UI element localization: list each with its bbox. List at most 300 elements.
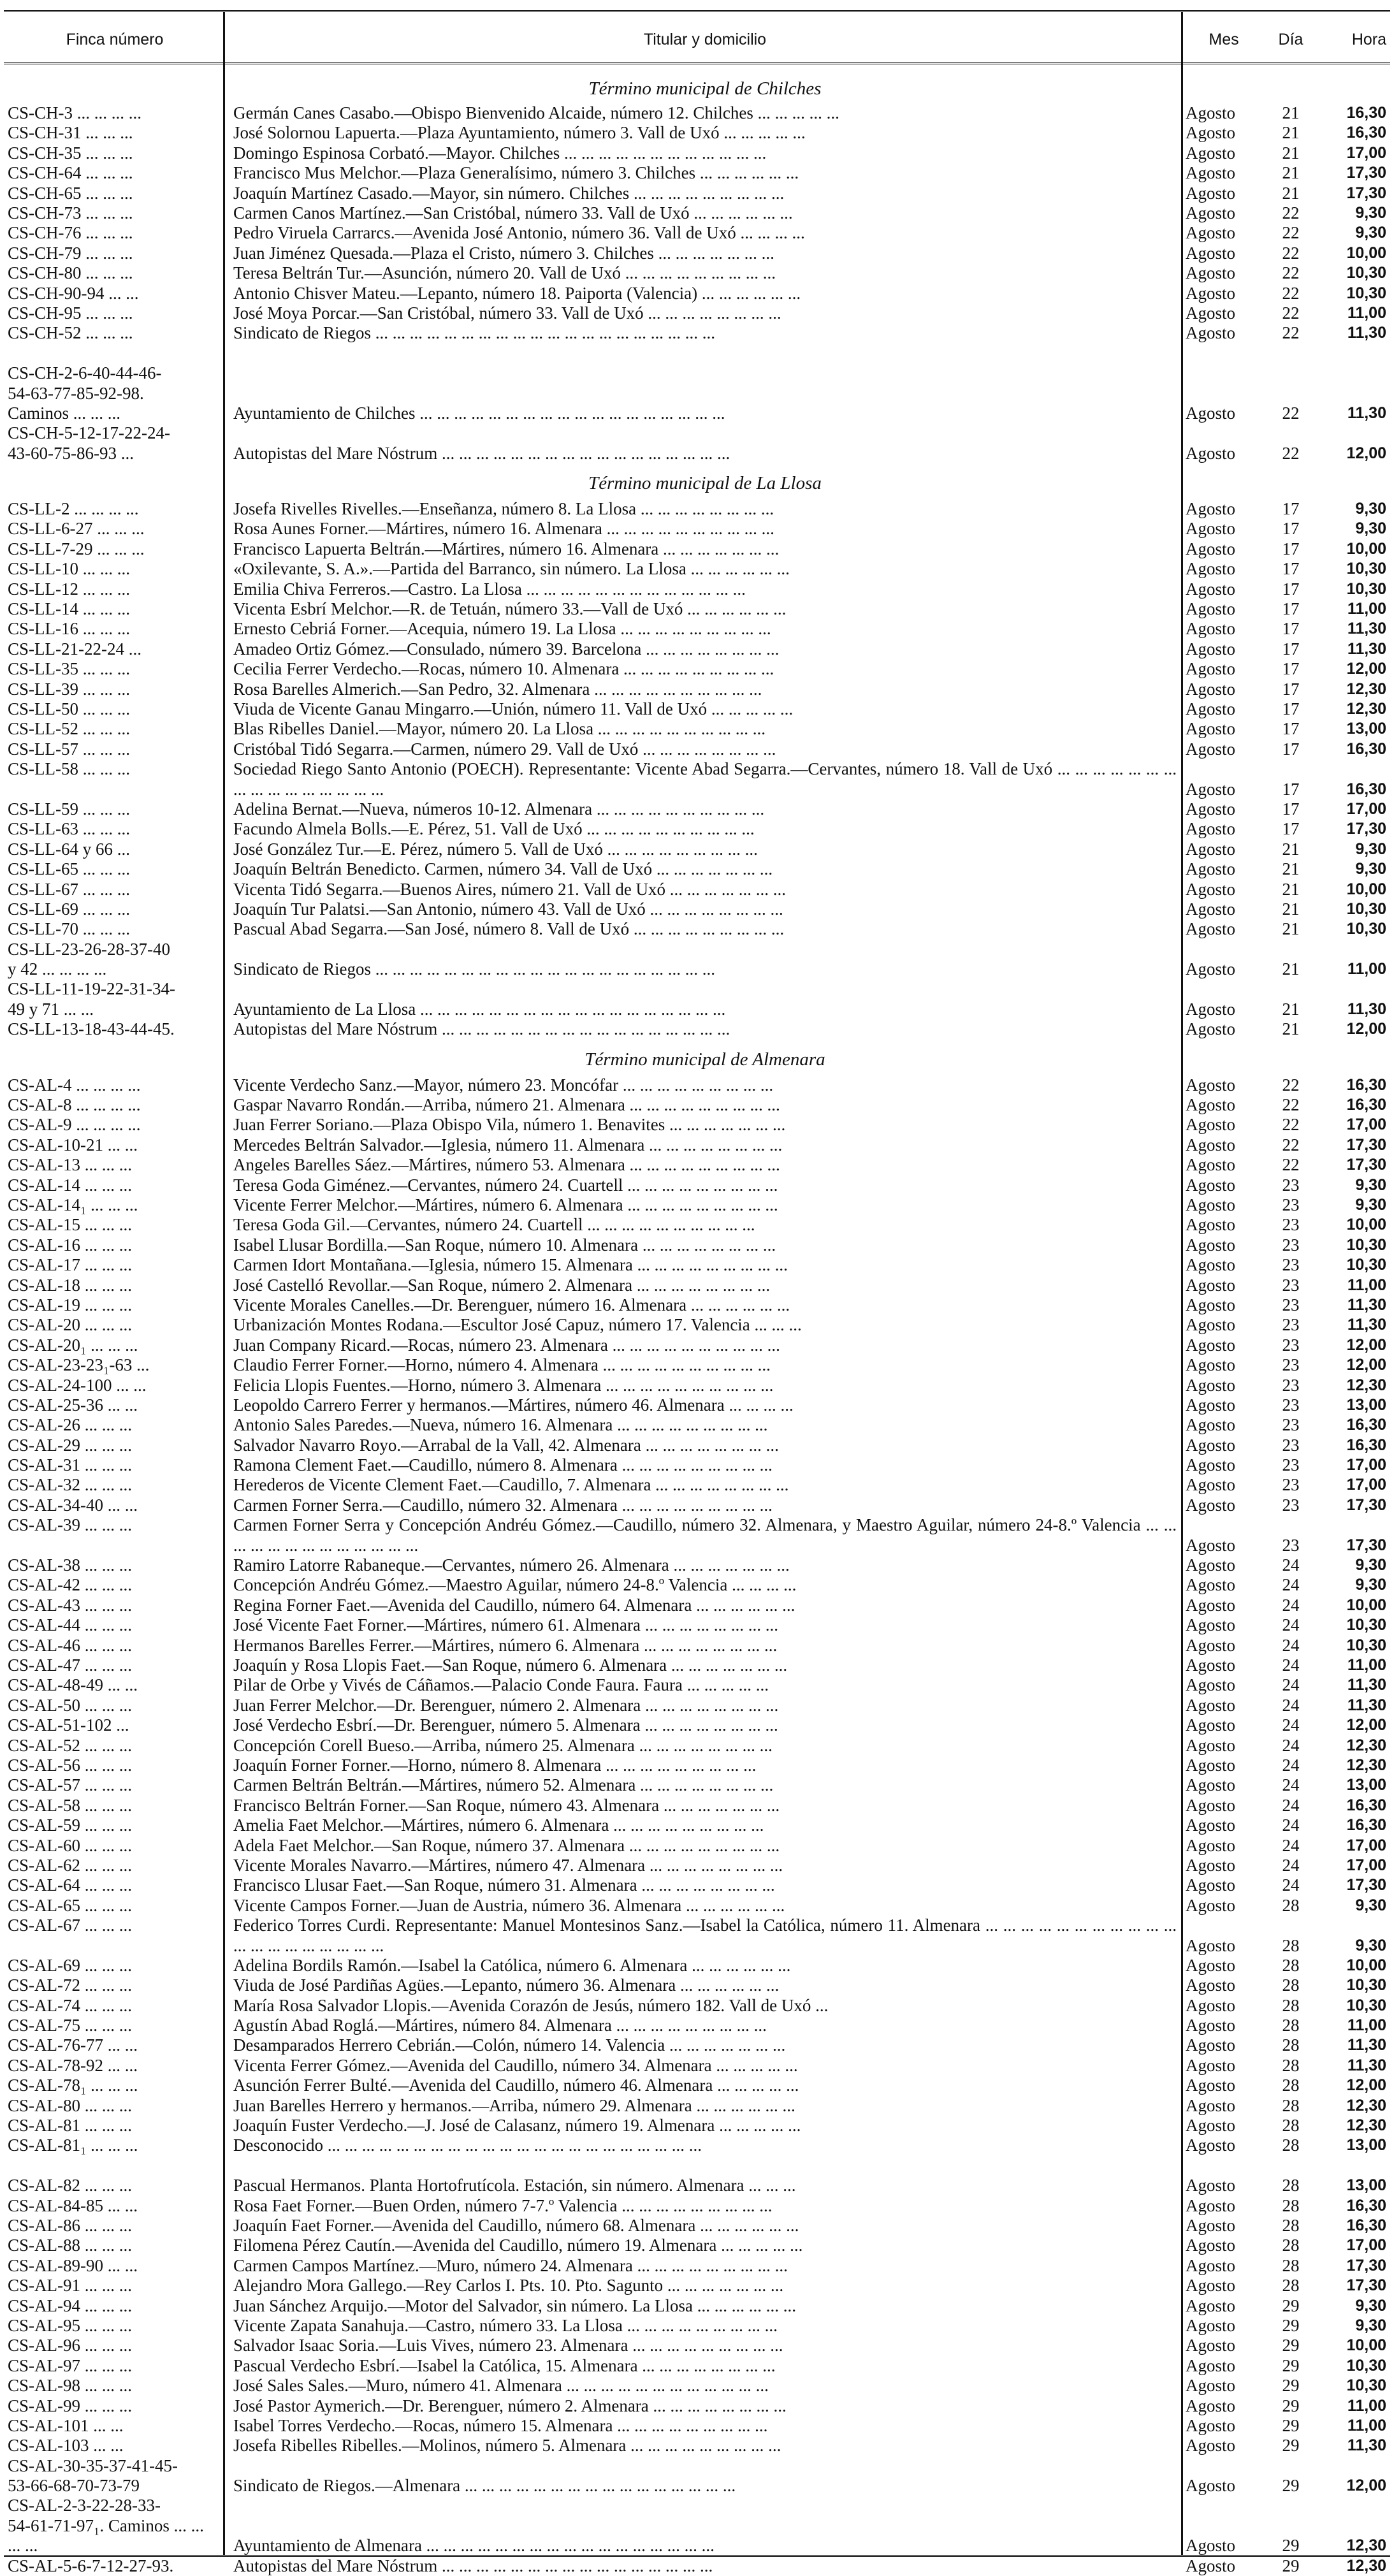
table-row (0, 1075, 1394, 1095)
table-row (0, 2216, 1394, 2236)
table-row (0, 739, 1394, 759)
titular-cell: Carmen Campos Martínez.—Muro, número 24. Almenara ... ... ... ... ... ... ... ... ... (233, 2255, 788, 2275)
mes-cell: Agosto (1186, 1435, 1236, 1455)
finca-cell: CS-AL-99 ... ... ... (8, 2396, 132, 2415)
mes-cell: Agosto (1186, 1835, 1236, 1855)
titular-cell: Autopistas del Mare Nóstrum ... ... ... ... ... ... ... ... ... ... ... ... ... ... ... ... ... (233, 1019, 730, 1039)
titular-cell: José Castelló Revollar.—San Roque, número 2. Almenara ... ... ... ... ... ... ... ... (233, 1275, 771, 1295)
hora-cell: 16,30 (1346, 2196, 1386, 2215)
mes-cell: Agosto (1186, 403, 1236, 423)
mes-cell: Agosto (1186, 559, 1236, 579)
mes-cell: Agosto (1186, 2476, 1236, 2496)
hora-cell: 11,30 (1347, 1676, 1386, 1694)
titular-cell: Viuda de José Pardiñas Agües.—Lepanto, número 36. Almenara ... ... ... ... ... ... (233, 1976, 780, 1995)
mes-cell: Agosto (1186, 819, 1236, 839)
finca-cell: CS-CH-76 ... ... ... (8, 223, 133, 243)
mes-cell: Agosto (1186, 2436, 1236, 2456)
mes-cell: Agosto (1186, 1795, 1236, 1815)
dia-cell: 22 (1282, 1095, 1300, 1115)
finca-cell: CS-LL-12 ... ... ... (8, 579, 130, 599)
finca-cell: CS-AL-13 ... ... ... (8, 1155, 132, 1175)
table-row (0, 1956, 1394, 1976)
titular-cell: José Vicente Faet Forner.—Mártires, número 61. Almenara ... ... ... ... ... ... ... ... (233, 1615, 778, 1635)
table-row (0, 363, 1394, 423)
finca-cell: CS-AL-98 ... ... ... (8, 2376, 132, 2396)
finca-cell: CS-CH-90-94 ... ... (8, 283, 139, 303)
finca-cell: CS-AL-81 ... ... ... (8, 2116, 132, 2136)
titular-cell: Sindicato de Riegos ... ... ... ... ... ... ... ... ... ... ... ... ... ... ... ... ... ... ... ... (233, 959, 715, 979)
hora-cell: 13,00 (1346, 2136, 1386, 2155)
table-row (0, 1215, 1394, 1235)
hora-cell: 16,30 (1346, 1816, 1386, 1835)
table-row (0, 1836, 1394, 1856)
table-row (0, 1235, 1394, 1255)
mes-cell: Agosto (1186, 1635, 1236, 1655)
mes-cell: Agosto (1186, 1755, 1236, 1775)
hora-cell: 17,30 (1346, 164, 1386, 182)
finca-cell: CS-AL-38 ... ... ... (8, 1555, 132, 1575)
dia-cell: 23 (1282, 1475, 1300, 1495)
table-row (0, 323, 1394, 363)
titular-cell: Autopistas del Mare Nóstrum ... ... ... ... ... ... ... ... ... ... ... ... ... ... ... ... (233, 2556, 713, 2575)
finca-cell: CS-AL-51-102 ... (8, 1715, 129, 1735)
table-row (0, 2316, 1394, 2336)
dia-cell: 28 (1282, 2236, 1300, 2255)
hora-cell: 11,30 (1347, 1000, 1386, 1018)
mes-cell: Agosto (1186, 2276, 1236, 2296)
dia-cell: 24 (1282, 1675, 1300, 1695)
table-row (0, 1495, 1394, 1515)
finca-cell: CS-CH-35 ... ... ... (8, 143, 133, 163)
hora-cell: 9,30 (1355, 1196, 1386, 1214)
table-row (0, 2356, 1394, 2376)
dia-cell: 29 (1282, 2315, 1300, 2335)
titular-cell: Vicente Campos Forner.—Juan de Austria, número 36. Almenara ... ... ... ... ... ... (233, 1895, 785, 1915)
titular-cell: José Sales Sales.—Muro, número 41. Almenara ... ... ... ... ... ... ... ... ... ... ... ... (233, 2376, 769, 2396)
dia-cell: 28 (1282, 1955, 1300, 1975)
hora-cell: 10,00 (1346, 1216, 1386, 1234)
finca-cell: CS-AL-59 ... ... ... (8, 1816, 132, 1835)
titular-cell: Sindicato de Riegos ... ... ... ... ... ... ... ... ... ... ... ... ... ... ... ... ... ... ... ... (233, 323, 715, 343)
hora-cell: 11,00 (1347, 2396, 1386, 2415)
dia-cell: 22 (1282, 1075, 1300, 1095)
titular-cell: Ramona Clement Faet.—Caudillo, número 8. Almenara ... ... ... ... ... ... ... ... ... (233, 1455, 773, 1475)
table-row (0, 1376, 1394, 1395)
mes-cell: Agosto (1186, 323, 1236, 343)
table-row (0, 1856, 1394, 1875)
hora-cell: 17,30 (1346, 1876, 1386, 1895)
finca-cell: CS-CH-73 ... ... ... (8, 203, 133, 222)
mes-cell: Agosto (1186, 2215, 1236, 2235)
mes-cell: Agosto (1186, 303, 1236, 323)
table-row (0, 1615, 1394, 1635)
hora-cell: 12,30 (1346, 1736, 1386, 1754)
mes-cell: Agosto (1186, 1215, 1236, 1235)
dia-cell: 17 (1282, 519, 1300, 539)
titular-cell: Teresa Goda Giménez.—Cervantes, número 24. Cuartell ... ... ... ... ... ... ... ... ... (233, 1175, 778, 1195)
mes-cell: Agosto (1186, 1595, 1236, 1615)
dia-cell: 23 (1282, 1375, 1300, 1395)
hora-cell: 12,00 (1346, 1020, 1386, 1038)
dia-cell: 24 (1282, 1595, 1300, 1615)
dia-cell: 24 (1282, 1755, 1300, 1775)
dia-cell: 23 (1282, 1535, 1300, 1555)
table-row (0, 263, 1394, 283)
titular-cell: Juan Company Ricard.—Rocas, número 23. Almenara ... ... ... ... ... ... ... ... ... ... (233, 1335, 780, 1355)
finca-cell: CS-AL-58 ... ... ... (8, 1795, 132, 1815)
table-row (0, 579, 1394, 599)
mes-cell: Agosto (1186, 1615, 1236, 1635)
hora-cell: 12,30 (1346, 1756, 1386, 1774)
table-row (0, 2136, 1394, 2176)
mes-cell: Agosto (1186, 2415, 1236, 2435)
titular-cell: Urbanización Montes Rodana.—Escultor José Capuz, número 17. Valencia ... ... ... (233, 1315, 802, 1335)
mes-cell: Agosto (1186, 1895, 1236, 1915)
finca-cell: CS-AL-46 ... ... ... (8, 1635, 132, 1655)
mes-cell: Agosto (1186, 183, 1236, 203)
titular-cell: Hermanos Barelles Ferrer.—Mártires, número 6. Almenara ... ... ... ... ... ... ... ... (233, 1635, 778, 1655)
dia-cell: 28 (1282, 2076, 1300, 2095)
hora-cell: 10,30 (1346, 1256, 1386, 1274)
dia-cell: 17 (1282, 799, 1300, 819)
table-row (0, 2436, 1394, 2456)
mes-cell: Agosto (1186, 2336, 1236, 2355)
titular-cell: Rosa Faet Forner.—Buen Orden, número 7-7.º Valencia ... ... ... ... ... ... ... ... ... (233, 2195, 773, 2215)
table-row (0, 699, 1394, 719)
hora-cell: 17,00 (1346, 799, 1386, 818)
titular-cell: Isabel Torres Verdecho.—Rocas, número 15. Almenara ... ... ... ... ... ... ... ... ... (233, 2415, 768, 2435)
finca-cell: CS-CH-65 ... ... ... (8, 183, 133, 203)
hora-cell: 17,30 (1346, 820, 1386, 838)
mes-cell: Agosto (1186, 1315, 1236, 1335)
dia-cell: 29 (1282, 2396, 1300, 2415)
section-title: Término municipal de Chilches (588, 78, 822, 99)
titular-cell: Vicente Zapata Sanahuja.—Castro, número 33. La Llosa ... ... ... ... ... ... ... ... ... (233, 2315, 778, 2335)
dia-cell: 17 (1282, 499, 1300, 519)
titular-cell: Juan Sánchez Arquijo.—Motor del Salvador, sin número. La Llosa ... ... ... ... ... ... (233, 2296, 797, 2315)
hora-cell: 10,30 (1346, 284, 1386, 302)
dia-cell: 23 (1282, 1295, 1300, 1314)
hora-cell: 9,30 (1355, 1896, 1386, 1914)
table-row (0, 1816, 1394, 1835)
mes-cell: Agosto (1186, 2396, 1236, 2415)
mes-cell: Agosto (1186, 1775, 1236, 1795)
titular-cell: Joaquín Martínez Casado.—Mayor, sin número. Chilches ... ... ... ... ... ... ... ... ... (233, 183, 785, 203)
dia-cell: 17 (1282, 719, 1300, 739)
table-row (0, 163, 1394, 183)
table-row (0, 1916, 1394, 1956)
mes-cell: Agosto (1186, 1295, 1236, 1314)
hora-cell: 17,30 (1346, 1536, 1386, 1554)
mes-cell: Agosto (1186, 2055, 1236, 2075)
finca-cell: CS-LL-39 ... ... ... (8, 679, 130, 699)
finca-cell: CS-AL-52 ... ... ... (8, 1735, 132, 1755)
table-row (0, 1675, 1394, 1695)
dia-cell: 21 (1282, 143, 1300, 163)
hora-cell: 9,30 (1355, 500, 1386, 518)
hora-cell: 11,00 (1347, 1656, 1386, 1675)
hora-cell: 9,30 (1355, 1576, 1386, 1594)
titular-cell: Cristóbal Tidó Segarra.—Carmen, número 29. Vall de Uxó ... ... ... ... ... ... ... ... (233, 739, 776, 759)
dia-cell: 24 (1282, 1835, 1300, 1855)
header-dia: Día (1278, 31, 1303, 48)
finca-cell: CS-LL-57 ... ... ... (8, 739, 130, 759)
mes-cell: Agosto (1186, 1255, 1236, 1275)
section-title: Término municipal de La Llosa (588, 473, 822, 494)
titular-cell: Ernesto Cebriá Forner.—Acequia, número 19. La Llosa ... ... ... ... ... ... ... ... ... (233, 619, 771, 639)
finca-cell: CS-AL-80 ... ... ... (8, 2095, 132, 2115)
titular-cell: Federico Torres Curdi. Representante: Manuel Montesinos Sanz.—Isabel la Católica, número 11. Almenara ... ... ... ... ... ... ... ... ... ... ... ... ... ... ... ... ... ... ... ... (233, 1916, 1181, 1955)
table-row (0, 919, 1394, 939)
hora-cell: 17,00 (1346, 1456, 1386, 1474)
dia-cell: 29 (1282, 2536, 1300, 2556)
finca-cell: CS-AL-43 ... ... ... (8, 1595, 132, 1615)
mes-cell: Agosto (1186, 539, 1236, 558)
dia-cell: 17 (1282, 679, 1300, 699)
dia-cell: 24 (1282, 1695, 1300, 1715)
titular-cell: Juan Barelles Herrero y hermanos.—Arriba, número 29. Almenara ... ... ... ... ... ... (233, 2095, 795, 2115)
hora-cell: 9,30 (1355, 1175, 1386, 1194)
mes-cell: Agosto (1186, 103, 1236, 122)
mes-cell: Agosto (1186, 1335, 1236, 1355)
mes-cell: Agosto (1186, 2136, 1236, 2155)
mes-cell: Agosto (1186, 579, 1236, 599)
dia-cell: 22 (1282, 223, 1300, 243)
finca-cell: CS-LL-7-29 ... ... ... (8, 539, 145, 558)
table-row (0, 1135, 1394, 1155)
mes-cell: Agosto (1186, 1695, 1236, 1715)
titular-cell: Filomena Pérez Cautín.—Avenida del Caudillo, número 19. Almenara ... ... ... ... ... (233, 2236, 803, 2255)
mes-cell: Agosto (1186, 859, 1236, 879)
titular-cell: Adelina Bernat.—Nueva, números 10-12. Almenara ... ... ... ... ... ... ... ... ... ... (233, 799, 765, 819)
titular-cell: Blas Ribelles Daniel.—Mayor, número 20. La Llosa ... ... ... ... ... ... ... ... ... ... (233, 719, 766, 739)
dia-cell: 23 (1282, 1415, 1300, 1435)
dia-cell: 23 (1282, 1395, 1300, 1415)
finca-cell: CS-AL-88 ... ... ... (8, 2236, 132, 2255)
mes-cell: Agosto (1186, 659, 1236, 679)
titular-cell: Joaquín Tur Palatsi.—San Antonio, número 43. Vall de Uxó ... ... ... ... ... ... ... ... (233, 899, 783, 919)
titular-cell: Sindicato de Riegos.—Almenara ... ... ... ... ... ... ... ... ... ... ... ... ... ... ... ... (233, 2476, 736, 2496)
dia-cell: 17 (1282, 539, 1300, 558)
table-row (0, 1996, 1394, 2016)
table-row (0, 840, 1394, 859)
hora-cell: 10,30 (1346, 579, 1386, 598)
hora-cell: 10,30 (1346, 920, 1386, 938)
titular-cell: Herederos de Vicente Clement Faet.—Caudillo, 7. Almenara ... ... ... ... ... ... ... ... (233, 1475, 789, 1495)
finca-cell: CS-AL-34-40 ... ... (8, 1495, 138, 1515)
table-row (0, 2236, 1394, 2255)
mes-cell: Agosto (1186, 1995, 1236, 2015)
mes-cell: Agosto (1186, 163, 1236, 183)
hora-cell: 11,30 (1347, 1696, 1386, 1714)
table-row (0, 1515, 1394, 1555)
hora-cell: 11,30 (1347, 2436, 1386, 2455)
finca-cell: CS-CH-64 ... ... ... (8, 163, 133, 183)
table-row (0, 799, 1394, 819)
table-row (0, 2496, 1394, 2556)
mes-cell: Agosto (1186, 2176, 1236, 2195)
table-row (0, 1636, 1394, 1655)
titular-cell: Joaquín y Rosa Llopis Faet.—San Roque, número 6. Almenara ... ... ... ... ... ... ... (233, 1655, 788, 1675)
table-row (0, 759, 1394, 799)
titular-cell: Vicenta Esbrí Melchor.—R. de Tetuán, número 33.—Vall de Uxó ... ... ... ... ... ... (233, 599, 787, 619)
hora-cell: 11,00 (1347, 960, 1386, 979)
finca-cell: CS-AL-8 ... ... ... ... (8, 1095, 141, 1115)
dia-cell: 22 (1282, 1155, 1300, 1175)
titular-cell: Angeles Barelles Sáez.—Mártires, número 53. Almenara ... ... ... ... ... ... ... ... ... (233, 1155, 780, 1175)
dia-cell: 23 (1282, 1235, 1300, 1255)
dia-cell: 24 (1282, 1555, 1300, 1575)
hora-cell: 17,30 (1346, 1135, 1386, 1154)
table-row (0, 1575, 1394, 1595)
mes-cell: Agosto (1186, 619, 1236, 639)
titular-cell: Francisco Lapuerta Beltrán.—Mártires, número 16. Almenara ... ... ... ... ... ... ... (233, 539, 780, 558)
mes-cell: Agosto (1186, 2296, 1236, 2315)
titular-cell: José Verdecho Esbrí.—Dr. Berenguer, número 5. Almenara ... ... ... ... ... ... ... ... (233, 1715, 778, 1735)
hora-cell: 12,30 (1346, 1376, 1386, 1394)
finca-cell: CS-LL-63 ... ... ... (8, 819, 130, 839)
mes-cell: Agosto (1186, 639, 1236, 659)
mes-cell: Agosto (1186, 1816, 1236, 1835)
table-row (0, 559, 1394, 579)
finca-cell: CS-LL-58 ... ... ... (8, 759, 130, 779)
finca-cell: CS-LL-2 ... ... ... ... (8, 499, 139, 519)
finca-cell: CS-LL-16 ... ... ... (8, 619, 130, 639)
table-row (0, 244, 1394, 263)
finca-cell: CS-LL-59 ... ... ... (8, 799, 130, 819)
hora-cell: 11,00 (1347, 303, 1386, 322)
titular-cell: Regina Forner Faet.—Avenida del Caudillo, número 64. Almenara ... ... ... ... ... ... (233, 1595, 795, 1615)
mes-cell: Agosto (1186, 1735, 1236, 1755)
dia-cell: 29 (1282, 2476, 1300, 2496)
table-row (0, 2116, 1394, 2136)
dia-cell: 23 (1282, 1195, 1300, 1215)
finca-cell: CS-CH-79 ... ... ... (8, 243, 133, 263)
dia-cell: 17 (1282, 819, 1300, 839)
finca-cell: CS-LL-50 ... ... ... (8, 699, 130, 718)
titular-cell: Desconocido ... ... ... ... ... ... ... ... ... ... ... ... ... ... ... ... ... ... ... ... ... ... (233, 2136, 702, 2155)
mes-cell: Agosto (1186, 839, 1236, 859)
finca-cell: CS-AL-50 ... ... ... (8, 1695, 132, 1715)
titular-cell: Juan Ferrer Melchor.—Dr. Berenguer, número 2. Almenara ... ... ... ... ... ... ... ... (233, 1695, 779, 1715)
section-header (0, 1040, 1394, 1075)
mes-cell: Agosto (1186, 2116, 1236, 2136)
hora-cell: 9,30 (1355, 2296, 1386, 2315)
table-row (0, 1775, 1394, 1795)
finca-cell: CS-AL-42 ... ... ... (8, 1575, 132, 1595)
dia-cell: 21 (1282, 899, 1300, 919)
mes-cell: Agosto (1186, 443, 1236, 463)
table-row (0, 1195, 1394, 1215)
titular-cell: José Solornou Lapuerta.—Plaza Ayuntamiento, número 3. Vall de Uxó ... ... ... ... ... (233, 123, 806, 143)
titular-cell: Ayuntamiento de Almenara ... ... ... ... ... ... ... ... ... ... ... ... ... ... ... ... ... (233, 2536, 715, 2556)
hora-cell: 12,00 (1346, 1356, 1386, 1374)
dia-cell: 17 (1282, 699, 1300, 718)
finca-cell: CS-AL-44 ... ... ... (8, 1615, 132, 1635)
titular-cell: Carmen Beltrán Beltrán.—Mártires, número 52. Almenara ... ... ... ... ... ... ... ... (233, 1775, 774, 1795)
finca-cell: CS-AL-69 ... ... ... (8, 1955, 132, 1975)
table-row (0, 1395, 1394, 1415)
mes-cell: Agosto (1186, 1375, 1236, 1395)
finca-cell: CS-CH-80 ... ... ... (8, 263, 133, 283)
mes-cell: Agosto (1186, 1976, 1236, 1995)
mes-cell: Agosto (1186, 1875, 1236, 1895)
dia-cell: 28 (1282, 2276, 1300, 2296)
finca-cell: CS-AL-48-49 ... ... (8, 1675, 138, 1695)
mes-cell: Agosto (1186, 2376, 1236, 2396)
titular-cell: Joaquín Faet Forner.—Avenida del Caudillo, número 68. Almenara ... ... ... ... ... ... (233, 2215, 799, 2235)
mes-cell: Agosto (1186, 899, 1236, 919)
finca-cell: CS-LL-14 ... ... ... (8, 599, 130, 619)
hora-cell: 17,30 (1346, 1156, 1386, 1174)
titular-cell: Felicia Llopis Fuentes.—Horno, número 3. Almenara ... ... ... ... ... ... ... ... ... ... (233, 1375, 774, 1395)
finca-cell: CS-AL-30-35-37-41-45- 53-66-68-70-73-79 (8, 2456, 178, 2496)
hora-cell: 10,00 (1346, 244, 1386, 262)
hora-cell: 16,30 (1346, 1075, 1386, 1094)
table-row (0, 2096, 1394, 2116)
mes-cell: Agosto (1186, 1135, 1236, 1154)
dia-cell: 24 (1282, 1715, 1300, 1735)
hora-cell: 17,00 (1346, 2236, 1386, 2255)
table-row (0, 1019, 1394, 1039)
hora-cell: 9,30 (1355, 2316, 1386, 2334)
table-row (0, 2556, 1394, 2576)
mes-cell: Agosto (1186, 1655, 1236, 1675)
titular-cell: Pedro Viruela Carrarcs.—Avenida José Antonio, número 36. Vall de Uxó ... ... ... ... (233, 223, 805, 243)
titular-cell: Vicenta Ferrer Gómez.—Avenida del Caudillo, número 34. Almenara ... ... ... ... ... (233, 2055, 798, 2075)
hora-cell: 17,30 (1346, 2256, 1386, 2274)
finca-cell: CS-LL-13-18-43-44-45. (8, 1019, 175, 1039)
table-row (0, 1276, 1394, 1295)
table-row (0, 1796, 1394, 1816)
titular-cell: Asunción Ferrer Bulté.—Avenida del Caudillo, número 46. Almenara ... ... ... ... ... (233, 2076, 799, 2095)
dia-cell: 28 (1282, 1935, 1300, 1955)
mes-cell: Agosto (1186, 203, 1236, 222)
titular-cell: Joaquín Forner Forner.—Horno, número 8. Almenara ... ... ... ... ... ... ... ... ... (233, 1755, 757, 1775)
finca-cell: CS-AL-17 ... ... ... (8, 1255, 132, 1275)
table-row (0, 539, 1394, 559)
dia-cell: 21 (1282, 103, 1300, 122)
titular-cell: Josefa Ribelles Ribelles.—Molinos, número 5. Almenara ... ... ... ... ... ... ... ... ... (233, 2436, 781, 2456)
mes-cell: Agosto (1186, 1455, 1236, 1475)
hora-cell: 11,30 (1347, 639, 1386, 658)
hora-cell: 9,30 (1355, 224, 1386, 242)
dia-cell: 24 (1282, 1795, 1300, 1815)
hora-cell: 12,30 (1346, 680, 1386, 698)
dia-cell: 22 (1282, 243, 1300, 263)
titular-cell: Pascual Abad Segarra.—San José, número 8. Vall de Uxó ... ... ... ... ... ... ... ... ... (233, 919, 785, 939)
titular-cell: Alejandro Mora Gallego.—Rey Carlos I. Pts. 10. Pto. Sagunto ... ... ... ... ... ... ... (233, 2276, 784, 2296)
finca-cell: CS-AL-25-36 ... ... (8, 1395, 138, 1415)
hora-cell: 10,30 (1346, 1616, 1386, 1634)
finca-cell: CS-LL-11-19-22-31-34- 49 y 71 ... ... (8, 979, 175, 1019)
titular-cell: José González Tur.—E. Pérez, número 5. Vall de Uxó ... ... ... ... ... ... ... ... ... (233, 839, 758, 859)
dia-cell: 23 (1282, 1355, 1300, 1375)
dia-cell: 29 (1282, 2376, 1300, 2396)
titular-cell: Autopistas del Mare Nóstrum ... ... ... ... ... ... ... ... ... ... ... ... ... ... ... ... ... (233, 443, 730, 463)
finca-cell: CS-AL-96 ... ... ... (8, 2336, 132, 2355)
dia-cell: 29 (1282, 2556, 1300, 2575)
finca-cell: CS-LL-52 ... ... ... (8, 719, 130, 739)
titular-cell: Ayuntamiento de La Llosa ... ... ... ... ... ... ... ... ... ... ... ... ... ... ... ... ... ... (233, 999, 726, 1019)
table-row (0, 1355, 1394, 1375)
titular-cell: Carmen Canos Martínez.—San Cristóbal, número 33. Vall de Uxó ... ... ... ... ... ... (233, 203, 793, 222)
finca-cell: CS-AL-5-6-7-12-27-93. (8, 2556, 174, 2575)
table-row (0, 2016, 1394, 2035)
finca-cell: CS-AL-9 ... ... ... ... (8, 1115, 141, 1135)
hora-cell: 10,30 (1346, 2376, 1386, 2395)
dia-cell: 23 (1282, 1215, 1300, 1235)
